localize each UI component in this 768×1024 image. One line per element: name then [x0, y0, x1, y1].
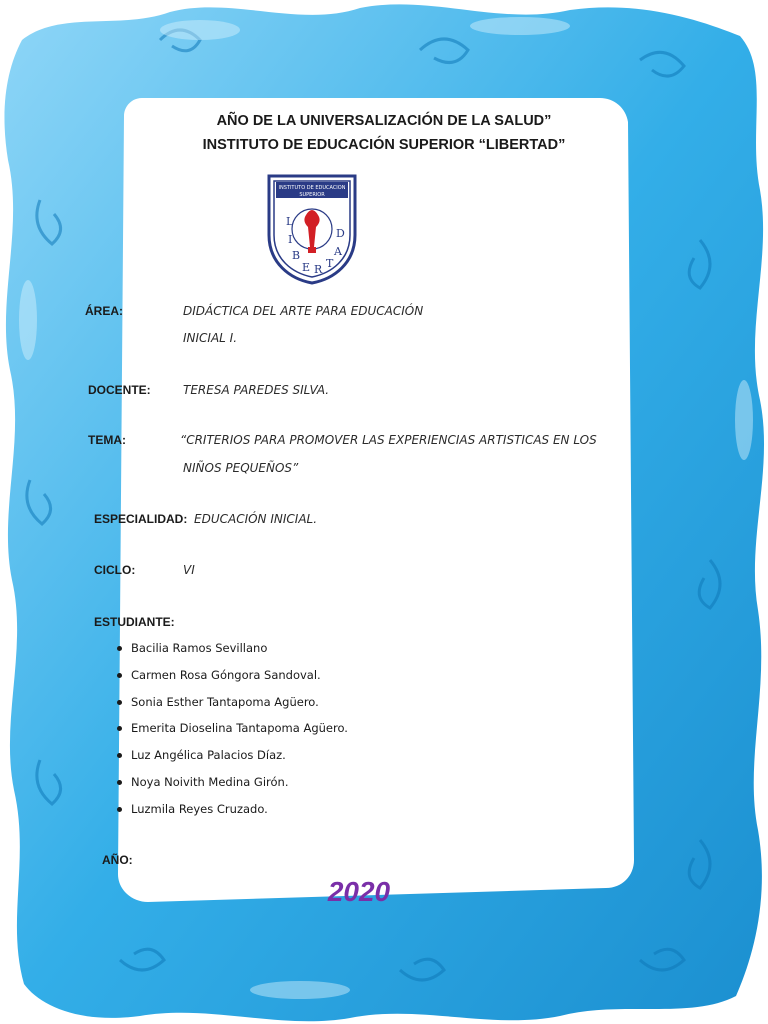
- tema-value-line1: “CRITERIOS PARA PROMOVER LAS EXPERIENCIAS ARTISTICAS EN LOS: [180, 433, 597, 447]
- bullet-icon: [117, 673, 122, 678]
- tema-value-line2: NIÑOS PEQUEÑOS”: [183, 461, 299, 475]
- list-item: [117, 641, 267, 655]
- area-value-line1: DIDÁCTICA DEL ARTE PARA EDUCACIÓN: [183, 304, 424, 318]
- bullet-icon: [117, 780, 122, 785]
- student-name: Luzmila Reyes Cruzado.: [131, 802, 268, 816]
- svg-text:I: I: [288, 233, 293, 246]
- header-line-1: AÑO DE LA UNIVERSALIZACIÓN DE LA SALUD”: [216, 113, 552, 129]
- bullet-icon: [117, 807, 122, 812]
- student-name: Noya Noivith Medina Girón.: [131, 775, 289, 789]
- bullet-icon: [117, 700, 122, 705]
- area-label: ÁREA:: [85, 304, 123, 318]
- student-name: Bacilia Ramos Sevillano: [131, 641, 268, 655]
- tema-label: TEMA:: [88, 433, 126, 447]
- svg-text:INSTITUTO DE EDUCACION: INSTITUTO DE EDUCACION: [278, 185, 346, 191]
- ciclo-label: CICLO:: [94, 563, 136, 577]
- especialidad-label: ESPECIALIDAD:: [94, 512, 188, 526]
- bullet-icon: [117, 753, 122, 758]
- svg-text:L: L: [286, 215, 294, 228]
- bullet-icon: [117, 646, 122, 651]
- list-item: [117, 668, 321, 682]
- estudiante-label: ESTUDIANTE:: [94, 615, 175, 629]
- docente-label: DOCENTE:: [88, 383, 151, 397]
- especialidad-value: EDUCACIÓN INICIAL.: [194, 512, 318, 526]
- anio-label: AÑO:: [102, 853, 133, 867]
- svg-text:R: R: [314, 263, 323, 276]
- area-value-line2: INICIAL I.: [183, 331, 238, 345]
- list-item: [117, 802, 268, 816]
- student-name: Carmen Rosa Góngora Sandoval.: [131, 668, 321, 682]
- list-item: [117, 721, 348, 735]
- bullet-icon: [117, 726, 122, 731]
- docente-value: TERESA PAREDES SILVA.: [183, 383, 330, 397]
- student-name: Emerita Dioselina Tantapoma Agüero.: [131, 721, 348, 735]
- list-item: [117, 748, 286, 762]
- svg-text:T: T: [326, 257, 334, 270]
- student-name: Sonia Esther Tantapoma Agüero.: [131, 695, 319, 709]
- svg-text:A: A: [334, 245, 342, 258]
- svg-text:SUPERIOR: SUPERIOR: [299, 192, 325, 198]
- libertad-institute-seal-icon: [266, 173, 358, 285]
- list-item: [117, 775, 288, 789]
- year-value: 2020: [327, 876, 391, 907]
- svg-text:E: E: [302, 261, 311, 274]
- list-item: [117, 695, 319, 709]
- svg-text:D: D: [336, 227, 345, 240]
- ciclo-value: VI: [183, 563, 195, 577]
- header-line-2: INSTITUTO DE EDUCACIÓN SUPERIOR “LIBERTAD”: [202, 137, 566, 153]
- student-name: Luz Angélica Palacios Díaz.: [131, 748, 286, 762]
- svg-text:B: B: [292, 249, 301, 262]
